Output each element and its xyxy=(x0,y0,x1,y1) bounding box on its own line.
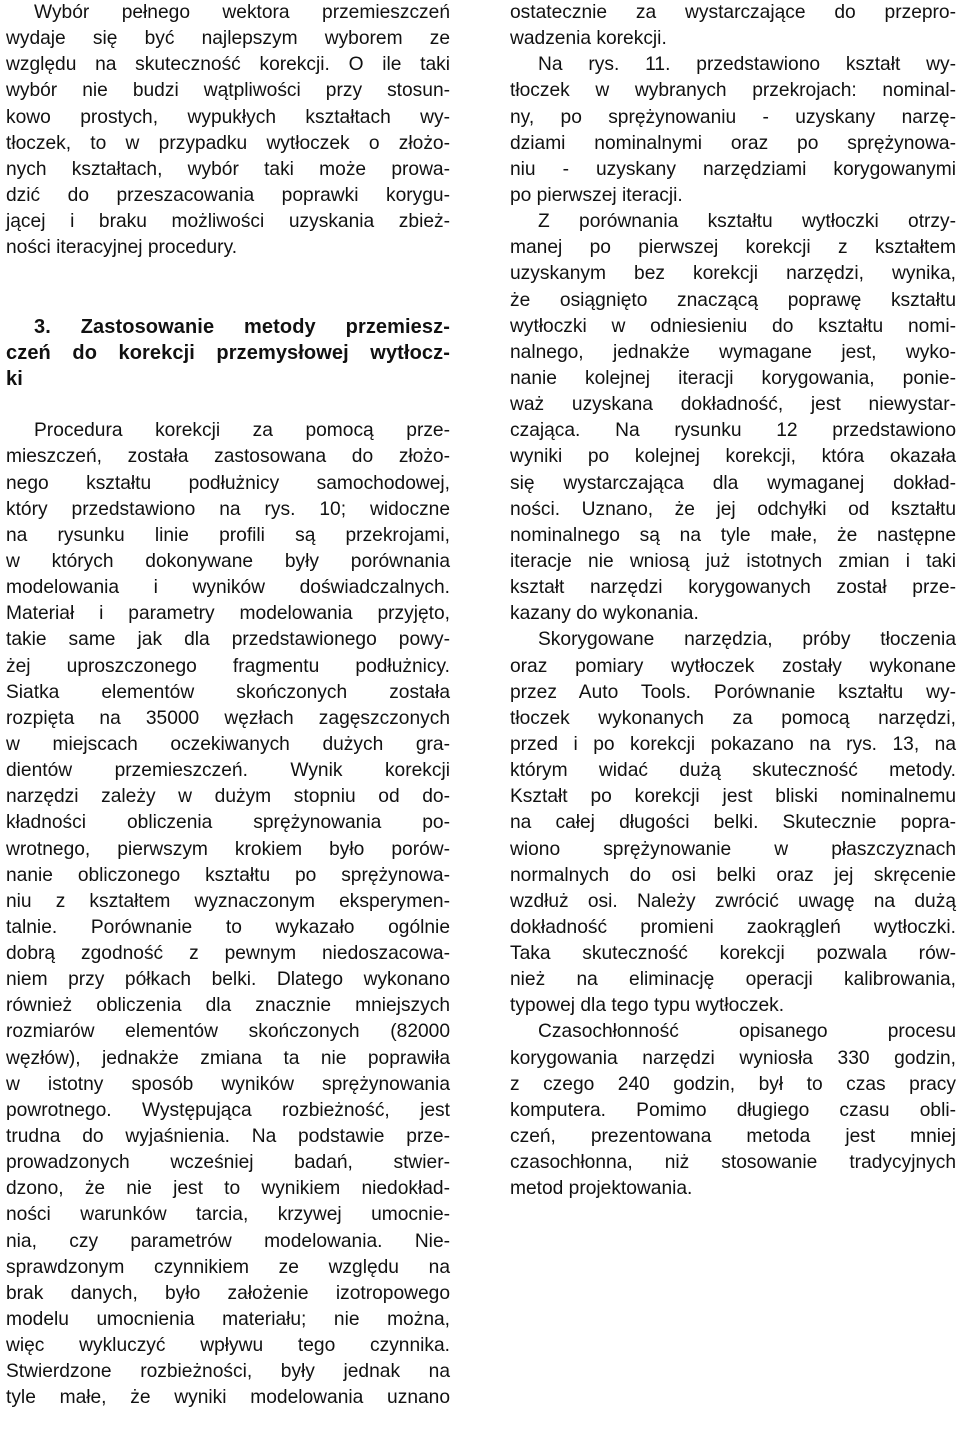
text-line: który przedstawiono na rys. 10; widoczne xyxy=(6,498,450,520)
text-line: dokładność promieni zaokrągleń wytłoczki. xyxy=(510,916,956,938)
left-column xyxy=(6,0,450,1412)
text-line: komputera. Pomimo długiego czasu obli- xyxy=(510,1099,956,1121)
text-line: dzono, że nie jest to wynikiem niedokład- xyxy=(6,1178,450,1200)
text-line: nalnego, jednakże wymagane jest, wyko- xyxy=(510,341,956,363)
text-line: modelowania i wyników doświadczalnych. xyxy=(6,577,450,599)
text-line: kazany do wykonania. xyxy=(510,603,699,625)
text-line: w istotny sposób wyników sprężynowania xyxy=(6,1073,450,1095)
text-line: talnie. Porównanie to wykazało ogólnie xyxy=(6,916,450,938)
text-line: iteracje nie wniosą już istotnych zmian i taki xyxy=(510,550,956,572)
paragraph-continuation xyxy=(510,0,956,52)
text-line: węzłów), jednakże zmiana ta nie poprawiła xyxy=(6,1047,450,1069)
text-line: czająca. Na rysunku 12 przedstawiono xyxy=(510,420,956,442)
text-line: nominalnego są na tyle małe, że następne xyxy=(510,524,956,546)
text-line: niu - uzyskany narzędziami korygowanymi xyxy=(510,158,956,180)
text-line: kształt narzędzi korygowanych został prze- xyxy=(510,577,956,599)
text-line: tłoczek, to w przypadku wytłoczek o złożo- xyxy=(6,132,450,154)
paragraph-figure-11 xyxy=(510,52,956,209)
text-line: dientów przemieszczeń. Wynik korekcji xyxy=(6,760,450,782)
text-line: Z porównania kształtu wytłoczki otrzy- xyxy=(538,211,956,233)
text-line: prowadzonych wcześniej badań, stwier- xyxy=(6,1152,450,1174)
text-line: że osiągnięto znaczącą poprawę kształtu xyxy=(510,289,956,311)
text-line: czeń, prezentowana metoda jest mniej xyxy=(510,1126,956,1148)
heading-line: ki xyxy=(6,367,23,390)
text-line: Na rys. 11. przedstawiono kształt wy- xyxy=(538,54,956,76)
text-line: tyle małe, że wyniki modelowania uznano xyxy=(6,1387,450,1409)
text-line: modelu umocnienia materiału; nie można, xyxy=(6,1309,450,1331)
text-line: tłoczek w wybranych przekrojach: nominal- xyxy=(510,80,956,102)
text-line: wyniki po kolejnej korekcji, która okazała xyxy=(510,446,956,468)
text-line: nego kształtu podłużnicy samochodowej, xyxy=(6,472,450,494)
text-line: na rysunku linie profili są przekrojami, xyxy=(6,524,450,546)
text-line: w miejscach oczekiwanych dużych gra- xyxy=(6,733,450,755)
text-line: wrotnego, pierwszym krokiem było porów- xyxy=(6,838,450,860)
text-line: po pierwszej iteracji. xyxy=(510,184,683,206)
text-line: na całej długości belki. Skutecznie popra- xyxy=(510,812,956,834)
text-line: rozpięta na 35000 węzłach zagęszczonych xyxy=(6,707,450,729)
text-line: z czego 240 godzin, był to czas pracy xyxy=(510,1073,956,1095)
text-line: ności. Uznano, że jej odchyłki od kształtu xyxy=(510,498,956,520)
text-line: tłoczek wykonanych za pomocą narzędzi, xyxy=(510,707,956,729)
spacer xyxy=(6,261,450,287)
paragraph-time-consumption xyxy=(510,1019,956,1202)
text-line: więc wykluczyć wpływu tego czynnika. xyxy=(6,1335,450,1357)
text-line: nych kształtach, wybór taki może prowa- xyxy=(6,158,450,180)
text-line: sprawdzonym czynnikiem ze względu na xyxy=(6,1256,450,1278)
text-line: wybór nie budzi wątpliwości przy stosun- xyxy=(6,80,450,102)
text-line: oraz pomiary wytłoczek zostały wykonane xyxy=(510,655,956,677)
text-line: wzdłuż osi. Należy zwrócić uwagę na dużą xyxy=(510,890,956,912)
text-line: Skorygowane narzędzia, próby tłoczenia xyxy=(538,629,956,651)
text-line: wydaje się być najlepszym wyborem ze xyxy=(6,28,450,50)
text-line: się wystarczająca dla wymaganej dokład- xyxy=(510,472,956,494)
text-line: dzić do przeszacowania poprawki korygu- xyxy=(6,184,450,206)
text-line: Siatka elementów skończonych została xyxy=(6,681,450,703)
paragraph-procedure xyxy=(6,418,450,1411)
text-line: metod projektowania. xyxy=(510,1178,693,1200)
text-line: uzyskanym bez korekcji narzędzi, wynika, xyxy=(510,263,956,285)
text-line: przez Auto Tools. Porównanie kształtu wy- xyxy=(510,681,956,703)
text-line: ostatecznie za wystarczające do przepro- xyxy=(510,2,956,23)
text-line: wytłoczki w odniesieniu do kształtu nomi- xyxy=(510,315,956,337)
text-line: nanie obliczonego kształtu po sprężynowa- xyxy=(6,864,450,886)
text-line: względu na skuteczność korekcji. O ile taki xyxy=(6,54,450,76)
text-line: Kształt po korekcji jest bliski nominalnemu xyxy=(510,786,956,808)
heading-line: 3. Zastosowanie metody przemiesz- xyxy=(34,315,450,338)
text-line: normalnych do osi belki oraz jej skręcenie xyxy=(510,864,956,886)
text-line: dziami nominalnymi oraz po sprężynowa- xyxy=(510,132,956,154)
text-line: również obliczenia dla znacznie mniejszych xyxy=(6,995,450,1017)
heading-line: czeń do korekcji przemysłowej wytłocz- xyxy=(6,341,450,364)
text-line: brak danych, było założenie izotropowego xyxy=(6,1282,450,1304)
text-line: wadzenia korekcji. xyxy=(510,28,667,50)
text-line: mieszczeń, została zastosowana do złożo- xyxy=(6,446,450,468)
text-line: powrotnego. Występująca rozbieżność, jest xyxy=(6,1099,450,1121)
text-line: kowo prostych, wypukłych kształtach wy- xyxy=(6,106,450,128)
paragraph-corrected-tools xyxy=(510,627,956,1019)
text-line: ny, po sprężynowaniu - uzyskany narzę- xyxy=(510,106,956,128)
text-line: dobrą zgodność z pewnym niedoszacowa- xyxy=(6,943,450,965)
text-line: nież na eliminację operacji kalibrowania, xyxy=(510,969,956,991)
spacer xyxy=(6,392,450,418)
text-line: kładności obliczenia sprężynowania po- xyxy=(6,812,450,834)
text-line: rozmiarów elementów skończonych (82000 xyxy=(6,1021,450,1043)
text-line: Wybór pełnego wektora przemieszczeń xyxy=(34,2,450,23)
paragraph-comparison xyxy=(510,209,956,627)
text-line: typowej dla tego typu wytłoczek. xyxy=(510,995,785,1017)
right-column xyxy=(510,0,956,1202)
text-line: takie same jak dla przedstawionego powy- xyxy=(6,629,450,651)
text-line: wiono sprężynowanie w płaszczyznach xyxy=(510,838,956,860)
text-line: Taka skuteczność korekcji pozwala rów- xyxy=(510,943,956,965)
section-heading xyxy=(6,314,450,392)
text-line: Procedura korekcji za pomocą prze- xyxy=(34,420,450,442)
text-line: przed i po korekcji pokazano na rys. 13, na xyxy=(510,733,956,755)
spacer xyxy=(6,288,450,314)
text-line: korygowania narzędzi wyniosła 330 godzin, xyxy=(510,1047,956,1069)
text-line: jącej i braku możliwości uzyskania zbież- xyxy=(6,211,450,233)
text-line: trudna do wyjaśnienia. Na podstawie prze- xyxy=(6,1126,450,1148)
paragraph-vector-choice xyxy=(6,0,450,261)
text-line: żej uproszczonego fragmentu podłużnicy. xyxy=(6,655,450,677)
text-line: którym widać dużą skuteczność metody. xyxy=(510,760,956,782)
text-line: manej po pierwszej korekcji z kształtem xyxy=(510,237,956,259)
text-line: Czasochłonność opisanego procesu xyxy=(538,1021,956,1043)
text-line: czasochłonna, niż stosowanie tradycyjnych xyxy=(510,1152,956,1174)
text-line: nanie kolejnej iteracji korygowania, ponie- xyxy=(510,367,956,389)
text-line: narzędzi zależy w dużym stopniu od do- xyxy=(6,786,450,808)
text-line: niu z kształtem wyznaczonym eksperymen- xyxy=(6,890,450,912)
text-line: niem przy półkach belki. Dlatego wykonano xyxy=(6,969,450,991)
text-line: waż uzyskana dokładność, jest niewystar- xyxy=(510,394,956,416)
text-line: w których dokonywane były porównania xyxy=(6,550,450,572)
text-line: nia, czy parametrów modelowania. Nie- xyxy=(6,1230,450,1252)
text-line: ności iteracyjnej procedury. xyxy=(6,237,238,259)
text-line: ności warunków tarcia, krzywej umocnie- xyxy=(6,1204,450,1226)
text-line: Materiał i parametry modelowania przyjęto, xyxy=(6,603,450,625)
text-line: Stwierdzone rozbieżności, były jednak na xyxy=(6,1361,450,1383)
